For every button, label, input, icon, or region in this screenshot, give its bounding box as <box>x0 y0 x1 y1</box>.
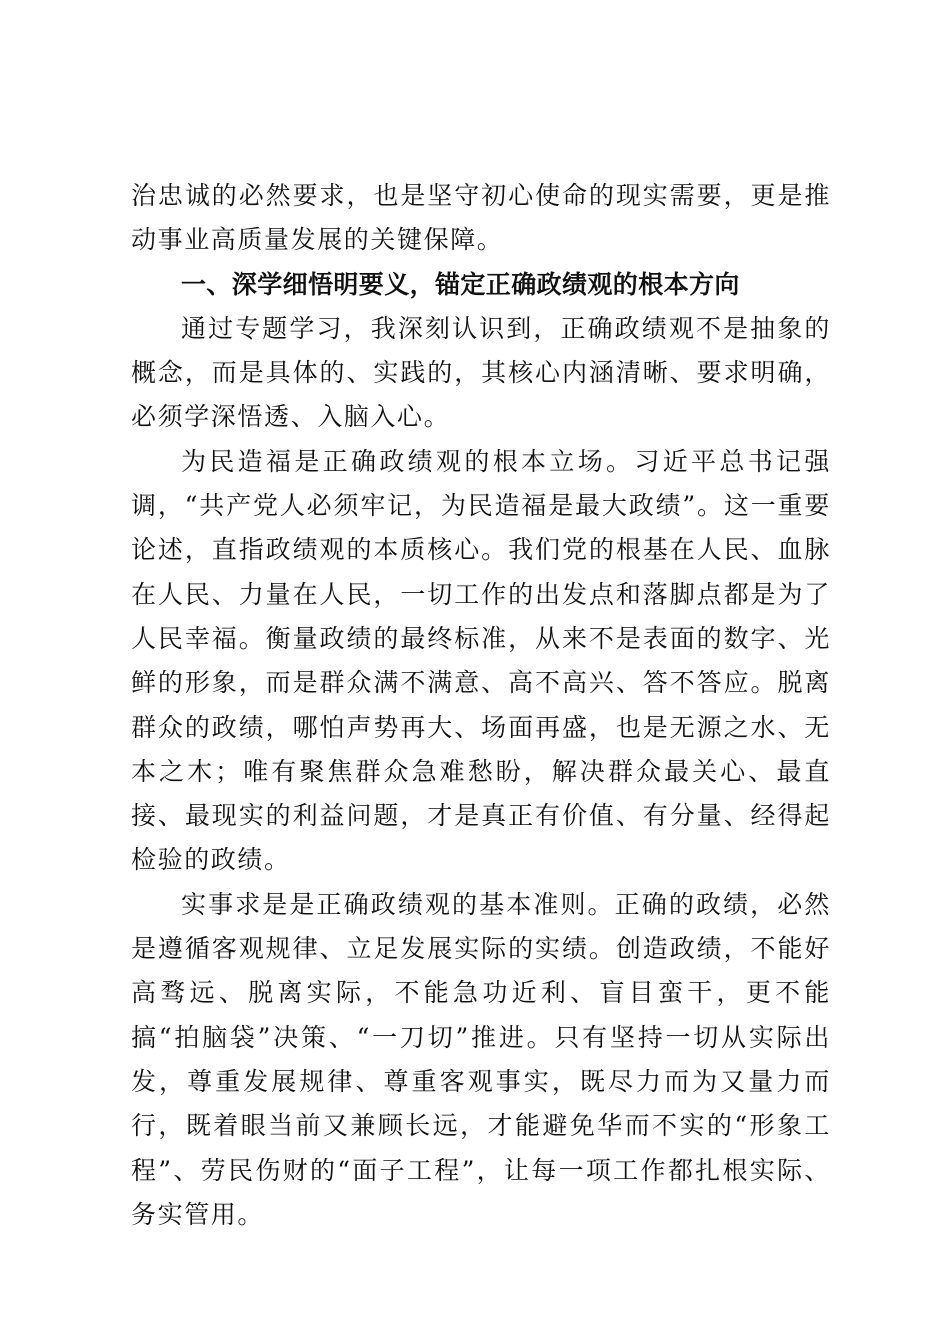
body-paragraph: 为民造福是正确政绩观的根本立场。习近平总书记强调，“共产党人必须牢记，为民造福是最大政绩”。这一重要论述，直指政绩观的本质核心。我们党的根基在人民、血脉在人民、力量在人民，一切工作的出发点和落脚点都是为了人民幸福。衡量政绩的最终标准，从来不是表面的数字、光鲜的形象，而是群众满不满意、高不高兴、答不答应。脱离群众的政绩，哪怕声势再大、场面再盛，也是无源之水、无本之木；唯有聚焦群众急难愁盼，解决群众最关心、最直接、最现实的利益问题，才是真正有价值、有分量、经得起检验的政绩。 <box>131 446 831 875</box>
body-paragraph: 实事求是是正确政绩观的基本准则。正确的政绩，必然是遵循客观规律、立足发展实际的实绩。创造政绩，不能好高骛远、脱离实际，不能急功近利、盲目蛮干，更不能搞“拍脑袋”决策、“一刀切”推进。只有坚持一切从实际出发，尊重发展规律、尊重客观事实，既尽力而为又量力而行，既着眼当前又兼顾长远，才能避免华而不实的“形象工程”、劳民伤财的“面子工程”，让每一项工作都扎根实际、务实管用。 <box>131 889 831 1229</box>
document-page <box>131 174 831 1237</box>
section-heading: 一、深学细悟明要义，锚定正确政绩观的根本方向 <box>181 269 740 299</box>
continuation-paragraph: 治忠诚的必然要求，也是坚守初心使命的现实需要，更是推动事业高质量发展的关键保障。 <box>131 181 831 255</box>
body-paragraph: 通过专题学习，我深刻认识到，正确政绩观不是抽象的概念，而是具体的、实践的，其核心内涵清晰、要求明确，必须学深悟透、入脑入心。 <box>131 313 831 432</box>
